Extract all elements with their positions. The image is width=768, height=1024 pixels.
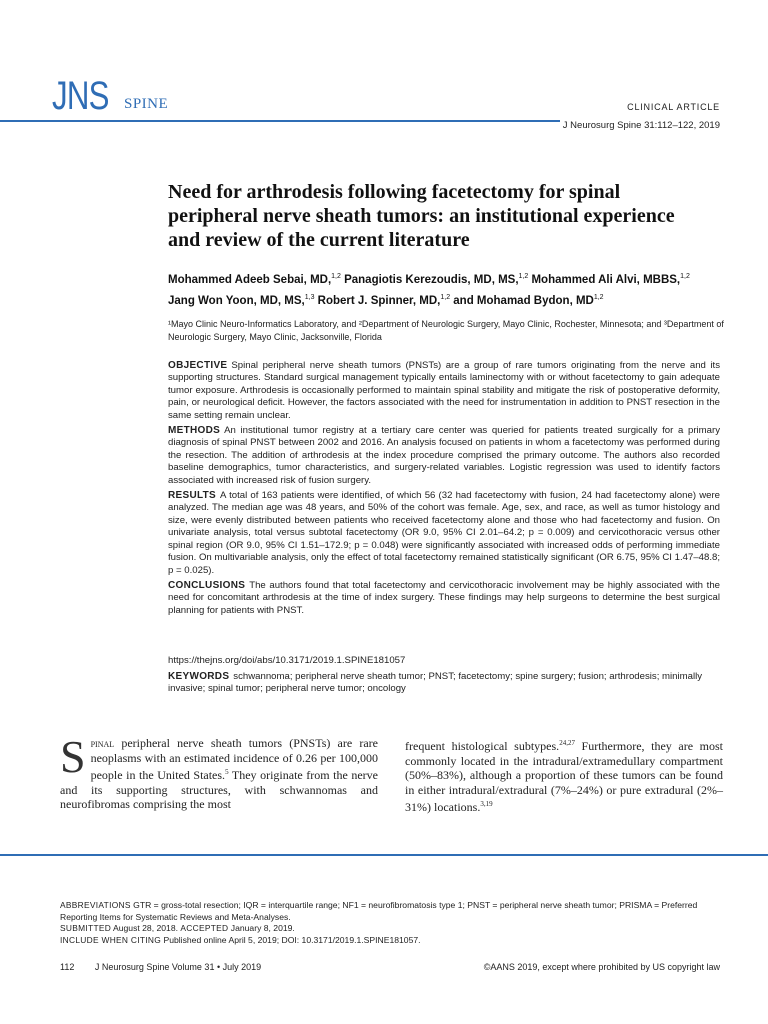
- page-number: 112: [60, 962, 75, 972]
- dates-note: [60, 923, 720, 935]
- author-affil-sup: 1,2: [518, 273, 529, 280]
- copyright-notice: ©AANS 2019, except where prohibited by US copyright law: [483, 962, 720, 972]
- drop-cap: S: [60, 731, 86, 782]
- abstract-methods: [168, 425, 720, 487]
- journal-logo-main: JNS: [52, 74, 109, 118]
- section-label: OBJECTIVE: [168, 360, 228, 371]
- section-text: Spinal peripheral nerve sheath tumors (PNSTs) are a group of rare tumors originating from the nerve and its supporting structures. Standard surgical management typically entails laminectomy with or without facetectomy to gain adequate tumor exposure. Arthrodesis is occasionally performed to maintain spinal stability and mitigate the risk of postoperative deformity, pain, or neurological deficit. However, the factors associated with the need for instrumentation in addition to PNST resection in the same setting remain unclear.: [168, 360, 720, 421]
- body-text: peripheral nerve sheath tumors (PNSTs) are rare neoplasms with an estimated incidence of 0.26 per 100,000 people in the United States.: [90, 736, 378, 783]
- body-column-left: [60, 731, 378, 812]
- note-label: ABBREVIATIONS: [60, 900, 131, 910]
- article-type: CLINICAL ARTICLE: [627, 102, 720, 112]
- footnotes: [60, 900, 720, 946]
- body-text: They originate from the nerve and its supporting structures, with schwannomas and neurofibromas comprising the most: [60, 768, 378, 812]
- author-name: Mohammed Adeeb Sebai, MD,: [168, 273, 332, 286]
- note-text: August 28, 2018.: [113, 923, 178, 934]
- body-smallcaps: pinal: [90, 736, 115, 750]
- page-footer: [60, 962, 720, 972]
- affiliations: ¹Mayo Clinic Neuro-Informatics Laboratory, and ²Department of Neurologic Surgery, Mayo Clinic, Rochester, Minnesota; and ³Department of Neurologic Surgery, Mayo Clinic, Jacksonville, Florida: [168, 319, 724, 342]
- author-affil-sup: 1,2: [331, 273, 341, 280]
- author-affil-sup: 1,2: [680, 273, 690, 280]
- author-name: and Mohamad Bydon, MD: [450, 294, 594, 307]
- author-name: Panagiotis Kerezoudis, MD, MS,: [340, 273, 519, 286]
- note-text: GTR = gross-total resection; IQR = interquartile range; NF1 = neurofibromatosis type 1; PNST = peripheral nerve sheath tumor; PRISMA = Preferred Reporting Items for Systematic Reviews and Meta-Analyses.: [60, 900, 698, 922]
- section-label: CONCLUSIONS: [168, 579, 246, 591]
- body-text: frequent histological subtypes.: [405, 739, 560, 753]
- note-text: January 8, 2019.: [230, 923, 295, 934]
- author-name: Jang Won Yoon, MD, MS,: [168, 294, 305, 307]
- keywords-text: schwannoma; peripheral nerve sheath tumor; PNST; facetectomy; spine surgery; fusion; arthrodesis; minimally invasive; spinal tumor; peripheral nerve tumor; oncology: [168, 671, 702, 695]
- body-column-right: [405, 736, 723, 815]
- citation-ref: 3,19: [480, 800, 493, 809]
- author-list: [168, 268, 728, 310]
- journal-citation: J Neurosurg Spine 31:112–122, 2019: [562, 120, 720, 131]
- author-name: Mohammed Ali Alvi, MBBS,: [528, 273, 681, 286]
- section-label: METHODS: [168, 425, 221, 437]
- journal-logo-sub: SPINE: [124, 96, 169, 112]
- abstract: [168, 360, 720, 620]
- note-label: ACCEPTED: [180, 923, 229, 934]
- keywords-label: KEYWORDS: [168, 671, 230, 682]
- note-label: INCLUDE WHEN CITING: [60, 934, 162, 945]
- header-rule: [0, 120, 560, 122]
- keywords: [168, 671, 720, 696]
- abstract-conclusions: [168, 580, 720, 617]
- section-text: A total of 163 patients were identified, of which 56 (32 had facetectomy with fusion, 24 had facetectomy alone) were analyzed. The median age was 48 years, and 50% of the cohort was female. Age, sex, and race, as well as tumor histology and size, were evenly distributed between patients who received facetectomy alone and those who had facetectomy and fusion. On univariate analysis, total versus subtotal facetectomy (OR 9.0, 95% CI 2.01–64.2; p = 0.009) and cervicothoracic versus other spinal region (OR 9.0, 95% CI 1.51–172.9; p = 0.048) were significantly associated with increased odds of performing immediate fusion. On multivariable analysis, only the effect of total facetectomy remained statistically significant (OR 6.75, 95% CI 1.47–48.8; p = 0.025).: [168, 490, 720, 576]
- journal-issue: J Neurosurg Spine Volume 31 • July 2019: [94, 962, 262, 972]
- author-name: Robert J. Spinner, MD,: [314, 294, 441, 307]
- section-label: RESULTS: [168, 490, 217, 502]
- abstract-results: [168, 490, 720, 577]
- doi-link[interactable]: https://thejns.org/doi/abs/10.3171/2019.1.SPINE181057: [168, 655, 406, 666]
- body-text: Furthermore, they are most commonly located in the intradural/extramedullary compartment (50%–83%), although a proportion of these tumors can be found in either intradural/extradural (7%–24%) or pure extradural (2%–31%) locations.: [405, 739, 723, 815]
- citation-ref: 5: [225, 768, 229, 777]
- abstract-objective: [168, 360, 720, 422]
- author-affil-sup: 1,2: [593, 293, 604, 301]
- author-affil-sup: 1,3: [304, 293, 315, 301]
- journal-logo: [52, 74, 169, 119]
- section-text: An institutional tumor registry at a tertiary care center was queried for patients treated surgically for a primary diagnosis of spinal PNST between 2002 and 2016. An analysis focused on patients in whom a facetectomy was performed during the resection. The addition of arthrodesis at the index procedure comprised the primary outcome. The authors also recorded baseline demographics, tumor characteristics, and surgery-related variables. Logistic regression was used to identify factors associated with increased risk of fusion surgery.: [168, 425, 720, 486]
- citation-ref: 24,27: [559, 739, 575, 747]
- author-affil-sup: 1,2: [440, 293, 451, 301]
- note-text: Published online April 5, 2019; DOI: 10.3171/2019.1.SPINE181057.: [163, 934, 421, 945]
- footnote-rule: [0, 854, 768, 856]
- section-text: The authors found that total facetectomy and cervicothoracic involvement may be highly associated with the need for concomitant arthrodesis at the time of index surgery. These findings may help surgeons to determine the best surgical planning for patients with PNST.: [168, 579, 720, 616]
- citing-note: [60, 935, 720, 947]
- abbreviations-note: [60, 900, 720, 923]
- article-title: Need for arthrodesis following facetectomy for spinal peripheral nerve sheath tumors: an institutional experience and review of the current literature: [168, 181, 675, 251]
- note-label: SUBMITTED: [60, 923, 112, 934]
